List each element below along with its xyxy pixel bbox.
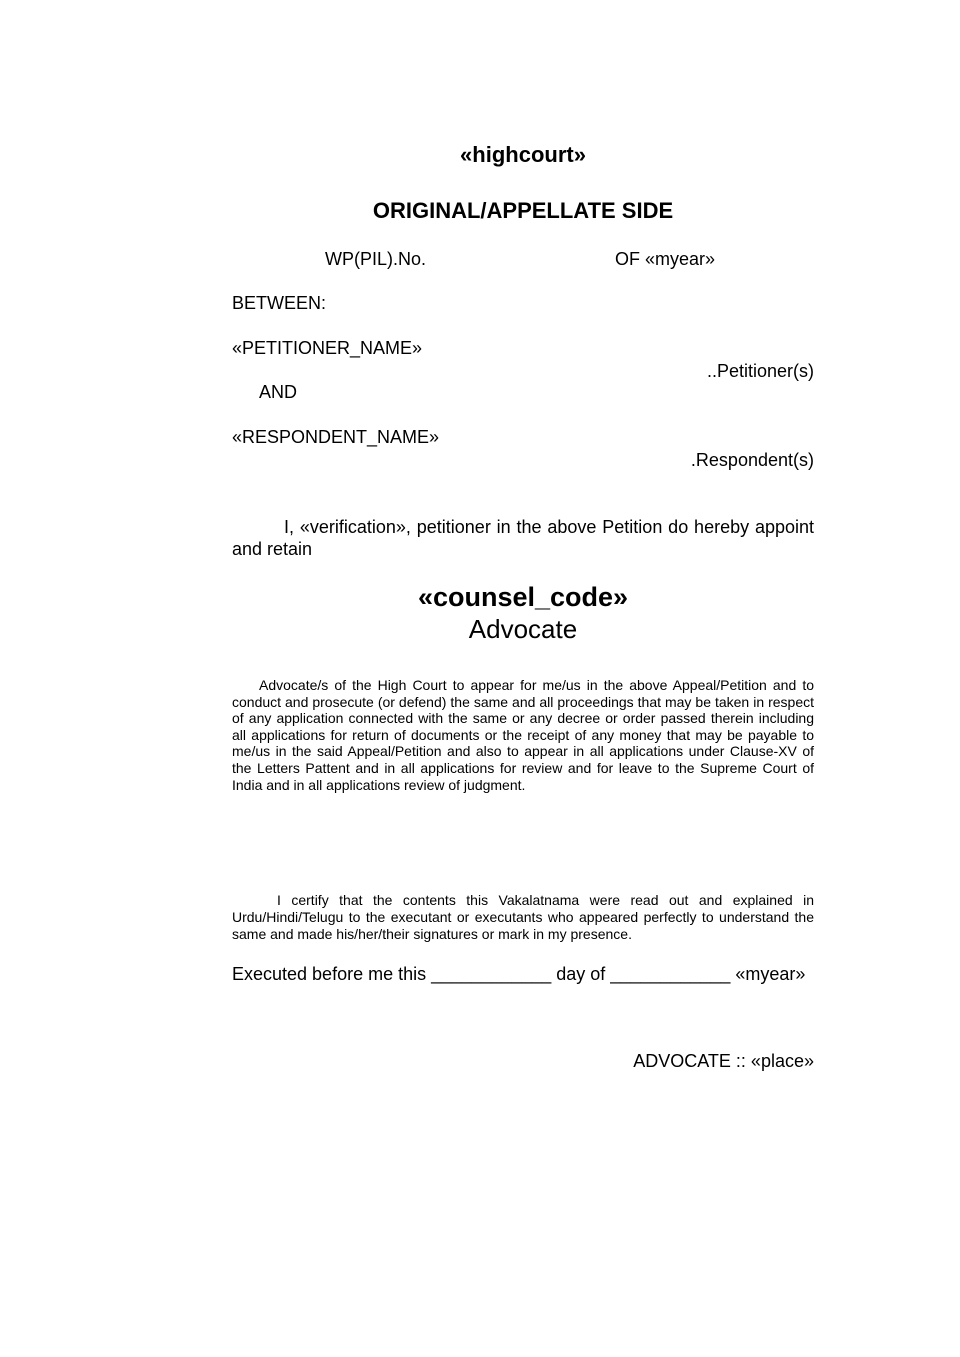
execution-line: Executed before me this ____________ day of ____________ «myear» [232, 964, 806, 984]
and-label: AND [259, 382, 298, 402]
appointment-statement: I, «verification», petitioner in the above Petition do hereby appoint and retain [232, 517, 814, 559]
case-number-label: WP(PIL).No. [325, 249, 427, 269]
advocate-title: Advocate [468, 614, 578, 644]
counsel-code: «counsel_code» [417, 582, 629, 612]
court-name: «highcourt» [460, 142, 586, 167]
respondent-label: .Respondent(s) [690, 450, 814, 470]
advocate-signature-line: ADVOCATE :: «place» [633, 1051, 814, 1071]
court-side-heading: ORIGINAL/APPELLATE SIDE [372, 198, 674, 223]
certification-paragraph: I certify that the contents this Vakalatnama were read out and explained in Urdu/Hindi/Telugu to the executant or executants who appeared perfectly to understand the same and made his/her/their signatures or mark in my presence. [232, 892, 814, 942]
authority-paragraph: Advocate/s of the High Court to appear for me/us in the above Appeal/Petition and to conduct and prosecute (or defend) the same and all proceedings that may be taken in respect of any application connected with the same or any decree or order passed therein including all applications for return of documents or the receipt of any money that may be payable to me/us in the said Appeal/Petition and also to appear in all applications under Clause-XV of the Letters Pattent and in all applications for review and for leave to the Supreme Court of India and in all applications review of judgment. [232, 677, 814, 793]
between-label: BETWEEN: [232, 293, 327, 313]
respondent-name: «RESPONDENT_NAME» [232, 427, 440, 447]
petitioner-label: ..Petitioner(s) [706, 361, 814, 381]
petitioner-name: «PETITIONER_NAME» [232, 338, 423, 358]
case-year: OF «myear» [615, 249, 716, 269]
